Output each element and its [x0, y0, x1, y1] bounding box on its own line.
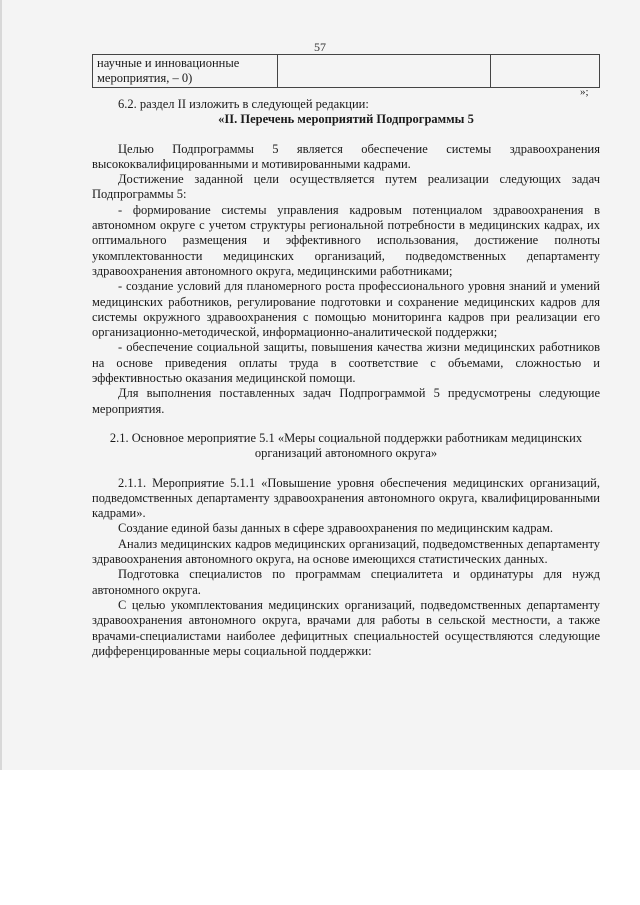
table-cell: научные и инновационные мероприятия, – 0) — [93, 55, 278, 88]
document-body — [92, 97, 600, 659]
table-row — [93, 55, 600, 88]
section-heading: «II. Перечень мероприятий Подпрограммы 5 — [218, 112, 474, 127]
table-cell — [491, 55, 600, 88]
paragraph: Для выполнения поставленных задач Подпрограммой 5 предусмотрены следующие мероприятия. — [92, 386, 600, 416]
page-number: 57 — [314, 40, 326, 54]
closing-quote: »; — [580, 86, 589, 98]
paragraph: Достижение заданной цели осуществляется путем реализации следующих задач Подпрограммы 5: — [92, 172, 600, 202]
list-item: - обеспечение социальной защиты, повышения качества жизни медицинских работников на основе приведения оплаты труда в соответствие с объемами, сложностью и эффективностью оказания медицинской помощи. — [92, 340, 600, 386]
subheading: 2.1. Основное мероприятие 5.1 «Меры социальной поддержки работникам медицинских организаций автономного округа» — [109, 430, 583, 461]
paragraph: 2.1.1. Мероприятие 5.1.1 «Повышение уровня обеспечения медицинских организаций, подведомственных департаменту здравоохранения автономного округа, квалифицированными кадрами». — [92, 475, 600, 521]
paragraph: Анализ медицинских кадров медицинских организаций, подведомственных департаменту здравоохранения автономного округа, на основе имеющихся статистических данных. — [92, 536, 600, 567]
paragraph: Подготовка специалистов по программам специалитета и ординатуры для нужд автономного округа. — [92, 567, 600, 597]
section-intro: 6.2. раздел II изложить в следующей редакции: — [118, 97, 369, 111]
list-item: - создание условий для планомерного роста профессионального уровня знаний и умений медицинских работников, регулирование подготовки и сохранение медицинских кадров для системы окружного здравоохранения с помощью мониторинга кадров при реализации его организационно-методической, информационно-аналитической поддержки; — [92, 279, 600, 340]
continued-table — [92, 54, 600, 88]
list-item: - формирование системы управления кадровым потенциалом здравоохранения в автономном округе с учетом структуры региональной потребности в медицинских кадрах, их оптимального размещения и эффективного использования, достижение полноты укомплектованности медицинских организаций, подведомственных департаменту здравоохранения автономного округа, медицинскими работниками; — [92, 202, 600, 278]
paragraph: С целью укомплектования медицинских организаций, подведомственных департаменту здравоохранения автономного округа, врачами для работы в сельской местности, а также врачами-специалистами наиболее дефицитных специальностей осуществляются следующие дифференцированные меры социальной поддержки: — [92, 597, 600, 658]
paragraph: Целью Подпрограммы 5 является обеспечение системы здравоохранения высококвалифицированными и мотивированными кадрами. — [92, 141, 600, 171]
paragraph: Создание единой базы данных в сфере здравоохранения по медицинским кадрам. — [118, 521, 554, 536]
table-cell — [277, 55, 491, 88]
